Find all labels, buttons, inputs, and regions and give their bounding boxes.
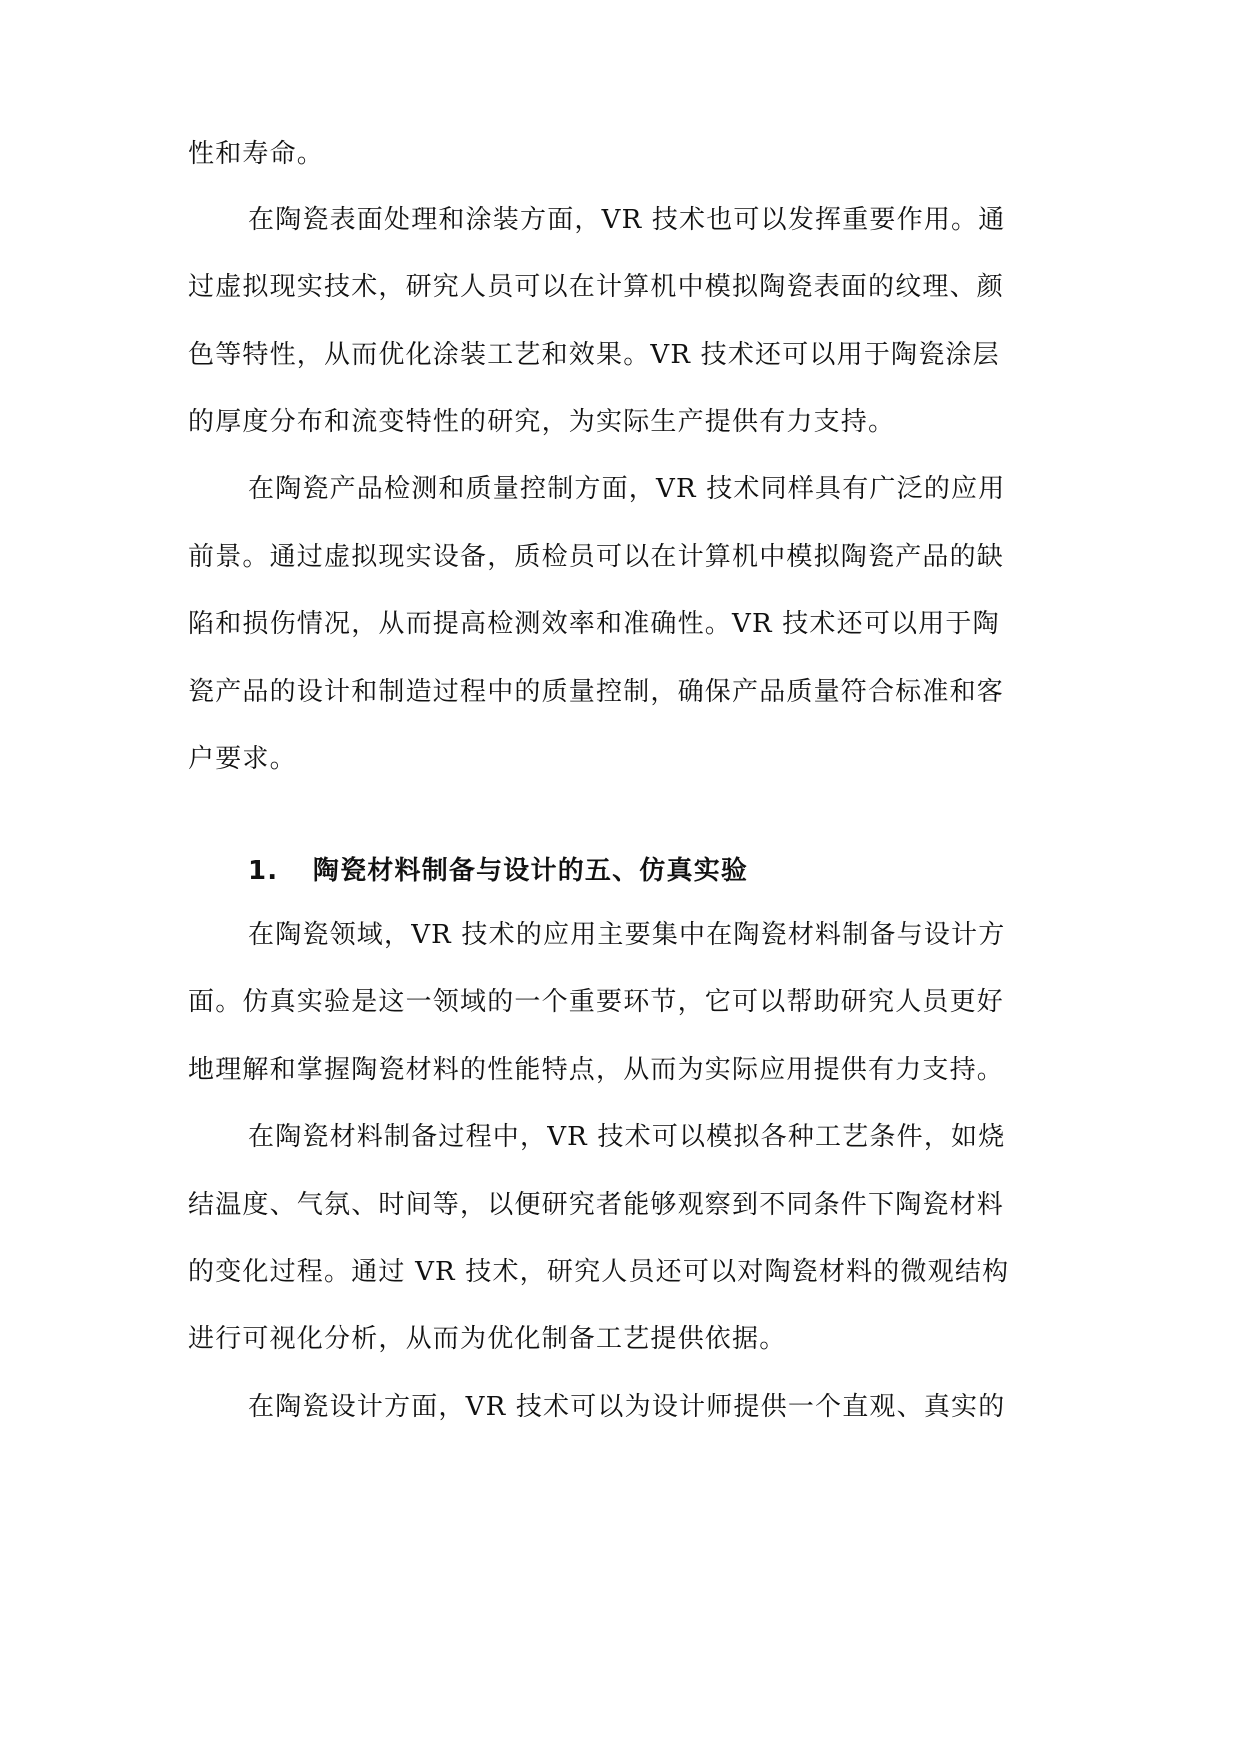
paragraph-line: 地理解和掌握陶瓷材料的性能特点，从而为实际应用提供有力支持。 xyxy=(188,1055,1005,1085)
section-heading-number: 1. xyxy=(248,856,279,886)
paragraph-line: 进行可视化分析，从而为优化制备工艺提供依据。 xyxy=(188,1324,787,1354)
paragraph-line: 瓷产品的设计和制造过程中的质量控制，确保产品质量符合标准和客 xyxy=(188,677,1005,707)
paragraph-line: 的变化过程。通过 VR 技术，研究人员还可以对陶瓷材料的微观结构 xyxy=(188,1257,1010,1287)
paragraph-line: 前景。通过虚拟现实设备，质检员可以在计算机中模拟陶瓷产品的缺 xyxy=(188,542,1005,572)
paragraph-line: 在陶瓷材料制备过程中，VR 技术可以模拟各种工艺条件，如烧 xyxy=(248,1122,1006,1152)
section-heading-text: 陶瓷材料制备与设计的五、仿真实验 xyxy=(312,856,749,886)
paragraph-line: 在陶瓷表面处理和涂装方面，VR 技术也可以发挥重要作用。通 xyxy=(248,205,1006,235)
paragraph-line: 的厚度分布和流变特性的研究，为实际生产提供有力支持。 xyxy=(188,407,896,437)
section-heading xyxy=(248,854,748,888)
paragraph-line: 色等特性，从而优化涂装工艺和效果。VR 技术还可以用于陶瓷涂层 xyxy=(188,340,1000,370)
paragraph-line: 性和寿命。 xyxy=(188,139,325,169)
paragraph-line: 过虚拟现实技术，研究人员可以在计算机中模拟陶瓷表面的纹理、颜 xyxy=(188,272,1005,302)
paragraph-line: 面。仿真实验是这一领域的一个重要环节，它可以帮助研究人员更好 xyxy=(188,987,1005,1017)
paragraph-line: 在陶瓷领域，VR 技术的应用主要集中在陶瓷材料制备与设计方 xyxy=(248,920,1006,950)
paragraph-line: 户要求。 xyxy=(188,744,297,774)
paragraph-line: 结温度、气氛、时间等，以便研究者能够观察到不同条件下陶瓷材料 xyxy=(188,1190,1005,1220)
paragraph-line: 陷和损伤情况，从而提高检测效率和准确性。VR 技术还可以用于陶 xyxy=(188,609,1000,639)
paragraph-line: 在陶瓷设计方面，VR 技术可以为设计师提供一个直观、真实的 xyxy=(248,1392,1006,1422)
paragraph-line: 在陶瓷产品检测和质量控制方面，VR 技术同样具有广泛的应用 xyxy=(248,474,1006,504)
